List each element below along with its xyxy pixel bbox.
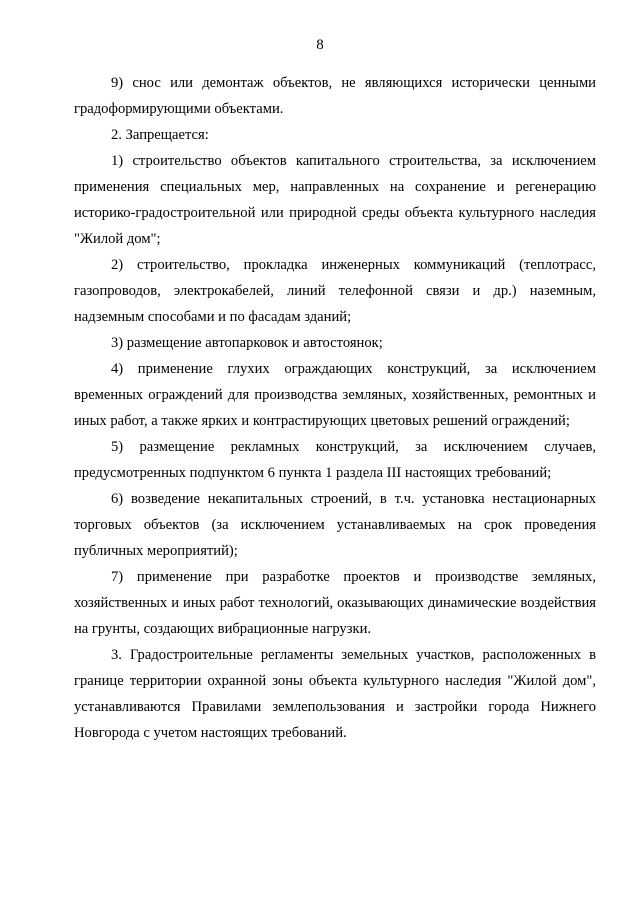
paragraph-prohibition-3: 3) размещение автопарковок и автостоянок;	[111, 335, 383, 351]
paragraph-prohibition-2: 2) строительство, прокладка инженерных коммуникаций (теплотрасс, газопроводов, электрокабелей, линий телефонной связи и др.) наземным, надземным способами и по фасадам зданий;	[74, 257, 596, 325]
paragraph-section-3: 3. Градостроительные регламенты земельных участков, расположенных в границе территории охранной зоны объекта культурного наследия "Жилой дом", устанавливаются Правилами землепользования и застройки города Нижнего Новгорода с учетом настоящих требований.	[74, 647, 596, 741]
paragraph-item-9-demolition: 9) снос или демонтаж объектов, не являющихся исторически ценными градоформирующими объектами.	[74, 75, 596, 117]
paragraph-prohibition-6: 6) возведение некапитальных строений, в т.ч. установка нестационарных торговых объектов (за исключением устанавливаемых на срок проведения публичных мероприятий);	[74, 491, 596, 559]
paragraph-prohibition-4: 4) применение глухих ограждающих конструкций, за исключением временных ограждений для производства земляных, хозяйственных, ремонтных и иных работ, а также ярких и контрастирующих цветовых решений ограждений;	[74, 361, 596, 429]
paragraph-section-2-heading: 2. Запрещается:	[111, 127, 209, 143]
paragraph-prohibition-1: 1) строительство объектов капитального строительства, за исключением применения специальных мер, направленных на сохранение и регенерацию историко-градостроительной или природной среды объекта культурного наследия "Жилой дом";	[74, 153, 596, 247]
paragraph-prohibition-7: 7) применение при разработке проектов и производстве земляных, хозяйственных и иных работ технологий, оказывающих динамические воздействия на грунты, создающих вибрационные нагрузки.	[74, 569, 596, 637]
document-body	[74, 70, 596, 746]
page-number: 8	[316, 37, 324, 53]
paragraph-prohibition-5: 5) размещение рекламных конструкций, за исключением случаев, предусмотренных подпунктом 6 пункта 1 раздела III настоящих требований;	[74, 439, 596, 481]
